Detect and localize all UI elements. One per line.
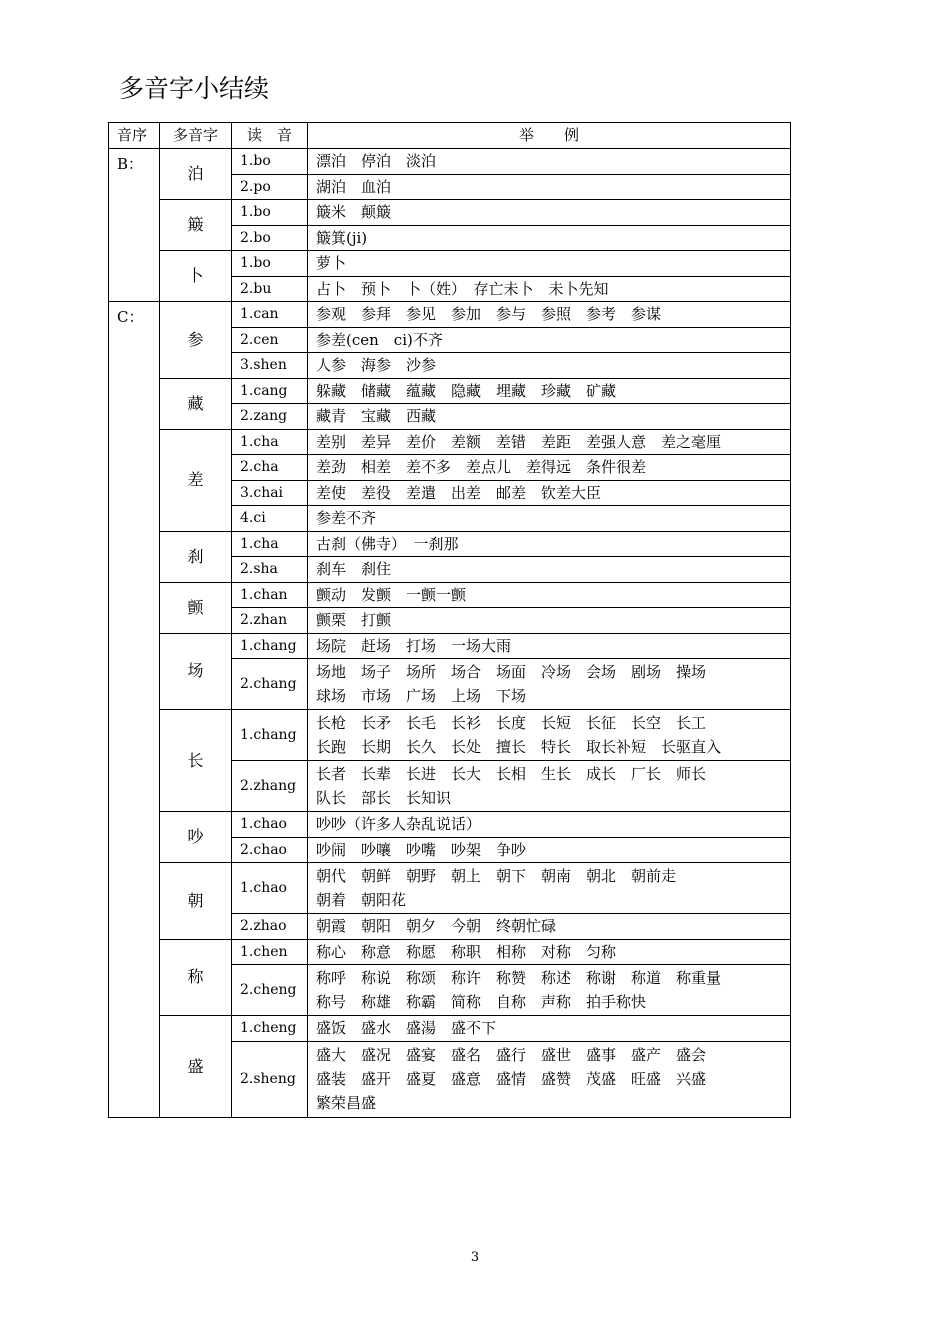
example-line: 场地 场子 场所 场合 场面 冷场 会场 剧场 操场	[316, 663, 707, 681]
reading-pinyin: 2.bu	[232, 276, 308, 302]
reading-pinyin: 1.cheng	[232, 1016, 308, 1042]
reading-pinyin: 2.cheng	[232, 965, 308, 1016]
header-char: 多音字	[160, 123, 232, 149]
example-line: 长跑 长期 长久 长处 擅长 特长 取长补短 长驱直入	[316, 738, 722, 756]
reading-pinyin: 1.cha	[232, 531, 308, 557]
example-line: 古刹（佛寺） 一刹那	[316, 534, 459, 553]
table-body	[109, 123, 791, 1118]
examples-cell	[308, 965, 791, 1016]
polyphone-char: 参	[160, 302, 232, 379]
example-line: 称呼 称说 称颂 称许 称赞 称述 称谢 称道 称重量	[316, 969, 722, 987]
reading-pinyin: 1.cang	[232, 378, 308, 404]
example-line: 差别 差异 差价 差额 差错 差距 差强人意 差之毫厘	[316, 432, 722, 451]
reading-pinyin: 2.sheng	[232, 1041, 308, 1118]
header-row	[109, 123, 791, 149]
reading-pinyin: 2.chao	[232, 837, 308, 863]
examples-cell	[308, 863, 791, 914]
examples-cell	[308, 633, 791, 659]
example-line: 躲藏 储藏 蕴藏 隐藏 埋藏 珍藏 矿藏	[316, 381, 617, 400]
polyphone-char: 刹	[160, 531, 232, 582]
reading-pinyin: 4.ci	[232, 506, 308, 532]
polyphone-char: 卜	[160, 251, 232, 302]
example-line: 队长 部长 长知识	[316, 789, 452, 807]
example-line: 长者 长辈 长进 长大 长相 生长 成长 厂长 师长	[316, 765, 707, 783]
table-row	[109, 429, 791, 455]
example-line: 颤动 发颤 一颤一颤	[316, 585, 467, 604]
polyphone-char: 朝	[160, 863, 232, 940]
reading-pinyin: 1.can	[232, 302, 308, 328]
examples-cell	[308, 200, 791, 226]
example-line: 簸箕(ji)	[316, 228, 368, 247]
examples-cell	[308, 914, 791, 940]
example-line: 称号 称雄 称霸 简称 自称 声称 拍手称快	[316, 993, 647, 1011]
polyphone-char: 吵	[160, 812, 232, 863]
polyphone-char: 长	[160, 710, 232, 812]
page-title: 多音字小结续	[119, 74, 270, 103]
example-line: 占卜 预卜 卜（姓） 存亡未卜 未卜先知	[316, 279, 609, 298]
header-examples: 举 例	[308, 123, 791, 149]
examples-cell	[308, 404, 791, 430]
examples-cell	[308, 837, 791, 863]
examples-cell	[308, 149, 791, 175]
reading-pinyin: 1.bo	[232, 251, 308, 277]
reading-pinyin: 2.zang	[232, 404, 308, 430]
examples-cell	[308, 353, 791, 379]
examples-cell	[308, 302, 791, 328]
reading-pinyin: 3.shen	[232, 353, 308, 379]
reading-pinyin: 1.bo	[232, 200, 308, 226]
example-line: 长枪 长矛 长毛 长衫 长度 长短 长征 长空 长工	[316, 714, 707, 732]
reading-pinyin: 2.po	[232, 174, 308, 200]
examples-cell	[308, 174, 791, 200]
example-line: 漂泊 停泊 淡泊	[316, 152, 437, 171]
example-line: 朝着 朝阳花	[316, 891, 407, 909]
reading-pinyin: 1.chan	[232, 582, 308, 608]
examples-cell	[308, 557, 791, 583]
reading-pinyin: 1.chang	[232, 710, 308, 761]
examples-cell	[308, 531, 791, 557]
example-line: 盛大 盛况 盛宴 盛名 盛行 盛世 盛事 盛产 盛会	[316, 1046, 707, 1065]
examples-cell	[308, 1016, 791, 1042]
reading-pinyin: 2.cen	[232, 327, 308, 353]
example-line: 朝霞 朝阳 朝夕 今朝 终朝忙碌	[316, 917, 557, 936]
examples-cell	[308, 480, 791, 506]
group-letter: B：	[109, 149, 160, 302]
reading-pinyin: 3.chai	[232, 480, 308, 506]
examples-cell	[308, 1041, 791, 1118]
example-line: 参差(cen ci)不齐	[316, 330, 443, 349]
example-line: 藏青 宝藏 西藏	[316, 407, 437, 426]
examples-cell	[308, 251, 791, 277]
reading-pinyin: 2.chang	[232, 659, 308, 710]
table-row	[109, 251, 791, 277]
example-line: 簸米 颠簸	[316, 203, 392, 222]
reading-pinyin: 1.chen	[232, 939, 308, 965]
polyphone-char: 泊	[160, 149, 232, 200]
polyphone-char: 盛	[160, 1016, 232, 1118]
table-row	[109, 710, 791, 761]
examples-cell	[308, 276, 791, 302]
examples-cell	[308, 582, 791, 608]
examples-cell	[308, 225, 791, 251]
reading-pinyin: 1.chao	[232, 863, 308, 914]
example-line: 称心 称意 称愿 称职 相称 对称 匀称	[316, 942, 617, 961]
example-line: 湖泊 血泊	[316, 177, 392, 196]
example-line: 刹车 刹住	[316, 560, 392, 579]
examples-cell	[308, 455, 791, 481]
example-line: 繁荣昌盛	[316, 1094, 377, 1113]
reading-pinyin: 2.cha	[232, 455, 308, 481]
examples-cell	[308, 608, 791, 634]
example-line: 颤栗 打颤	[316, 611, 392, 630]
example-line: 参差不齐	[316, 509, 377, 528]
table-row	[109, 378, 791, 404]
polyphone-char: 簸	[160, 200, 232, 251]
example-line: 球场 市场 广场 上场 下场	[316, 687, 527, 705]
header-order: 音序	[109, 123, 160, 149]
example-line: 参观 参拜 参见 参加 参与 参照 参考 参谋	[316, 305, 662, 324]
group-letter: C：	[109, 302, 160, 1118]
example-line: 人参 海参 沙参	[316, 356, 437, 375]
table-row	[109, 939, 791, 965]
table-row	[109, 863, 791, 914]
example-line: 萝卜	[316, 254, 347, 273]
page-number: 3	[470, 1250, 480, 1265]
example-line: 差使 差役 差遣 出差 邮差 钦差大臣	[316, 483, 602, 502]
reading-pinyin: 1.chang	[232, 633, 308, 659]
table-row	[109, 582, 791, 608]
examples-cell	[308, 761, 791, 812]
polyphone-char: 颤	[160, 582, 232, 633]
reading-pinyin: 1.chao	[232, 812, 308, 838]
examples-cell	[308, 506, 791, 532]
table-row	[109, 812, 791, 838]
table-row	[109, 1016, 791, 1042]
example-line: 吵吵（许多人杂乱说话）	[316, 815, 482, 834]
example-line: 差劲 相差 差不多 差点儿 差得远 条件很差	[316, 458, 647, 477]
polyphone-table	[108, 122, 791, 1118]
polyphone-char: 场	[160, 633, 232, 710]
examples-cell	[308, 812, 791, 838]
example-line: 吵闹 吵嚷 吵嘴 吵架 争吵	[316, 840, 527, 859]
examples-cell	[308, 659, 791, 710]
polyphone-char: 差	[160, 429, 232, 531]
polyphone-char: 藏	[160, 378, 232, 429]
example-line: 朝代 朝鲜 朝野 朝上 朝下 朝南 朝北 朝前走	[316, 867, 677, 885]
table-row	[109, 302, 791, 328]
reading-pinyin: 2.zhan	[232, 608, 308, 634]
table-row	[109, 200, 791, 226]
example-line: 场院 赶场 打场 一场大雨	[316, 636, 512, 655]
reading-pinyin: 2.sha	[232, 557, 308, 583]
reading-pinyin: 1.bo	[232, 149, 308, 175]
reading-pinyin: 2.zhang	[232, 761, 308, 812]
table-row	[109, 149, 791, 175]
examples-cell	[308, 429, 791, 455]
examples-cell	[308, 378, 791, 404]
reading-pinyin: 1.cha	[232, 429, 308, 455]
reading-pinyin: 2.zhao	[232, 914, 308, 940]
reading-pinyin: 2.bo	[232, 225, 308, 251]
table-row	[109, 531, 791, 557]
examples-cell	[308, 939, 791, 965]
polyphone-char: 称	[160, 939, 232, 1016]
example-line: 盛装 盛开 盛夏 盛意 盛情 盛赞 茂盛 旺盛 兴盛	[316, 1070, 707, 1089]
header-reading: 读 音	[232, 123, 308, 149]
examples-cell	[308, 710, 791, 761]
table-row	[109, 633, 791, 659]
example-line: 盛饭 盛水 盛湯 盛不下	[316, 1019, 497, 1038]
examples-cell	[308, 327, 791, 353]
